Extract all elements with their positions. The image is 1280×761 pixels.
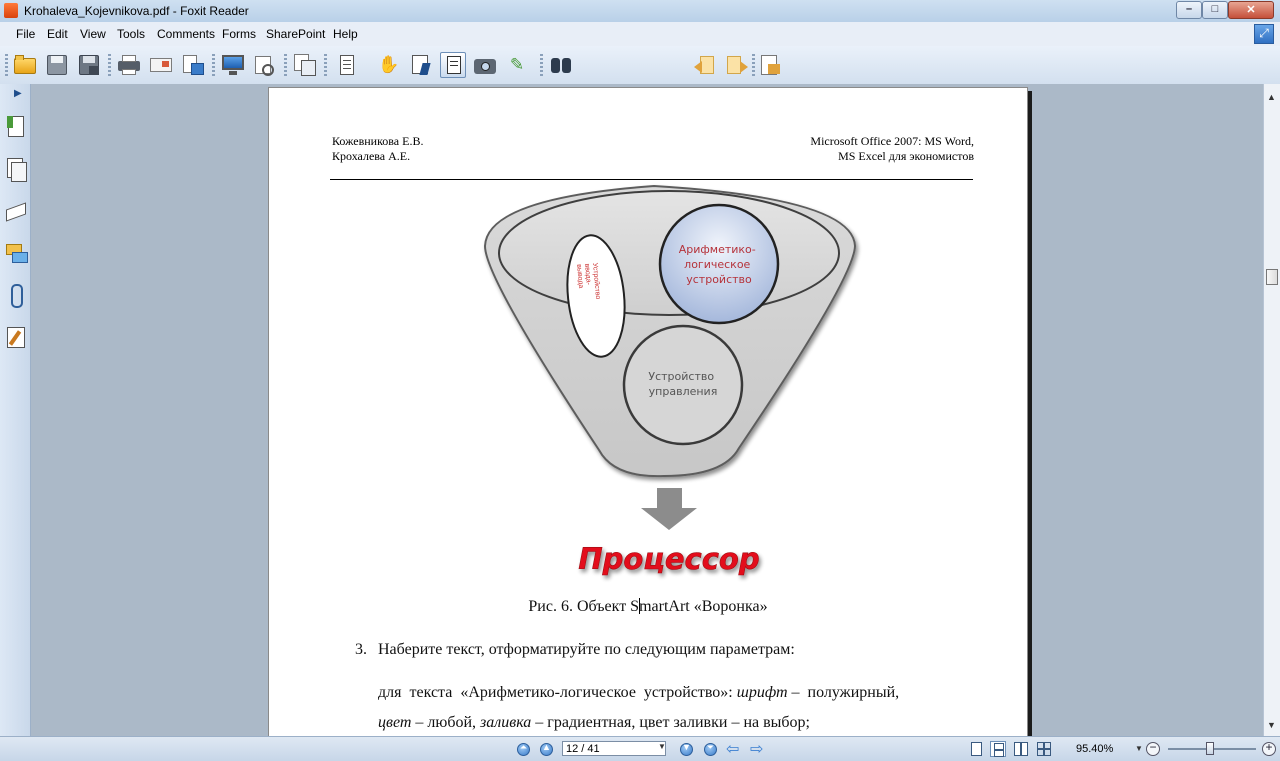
- continuous-facing-view-icon[interactable]: [1036, 741, 1052, 757]
- last-page-icon[interactable]: ⏷: [704, 743, 717, 756]
- zoom-dropdown-icon[interactable]: ▼: [1135, 744, 1143, 753]
- control-unit-circle: [624, 326, 742, 444]
- caption-part-1: Рис. 6. Объект S: [528, 598, 640, 615]
- minimize-button[interactable]: [1176, 1, 1202, 19]
- bookmarks-icon[interactable]: [4, 114, 26, 138]
- minimize-icon: –: [1185, 3, 1193, 15]
- line1-part-a: для текста «Арифметико-логическое устройство»:: [378, 684, 733, 701]
- menu-tools[interactable]: Tools: [117, 27, 146, 41]
- menu-file[interactable]: File: [16, 27, 36, 41]
- zoom-level[interactable]: 95.40%: [1076, 743, 1114, 755]
- header-author-1: Кожевникова Е.В.: [332, 134, 424, 148]
- find-previous-icon[interactable]: [692, 52, 718, 78]
- vertical-scrollbar[interactable]: [1263, 84, 1280, 736]
- page-dropdown-icon[interactable]: ▼: [658, 742, 666, 751]
- menu-forms[interactable]: Forms: [222, 27, 256, 41]
- foxit-app-icon: [4, 3, 18, 18]
- line1-part-c: – полужирный,: [791, 684, 900, 701]
- attachments-icon[interactable]: [4, 282, 26, 306]
- menu-sharepoint[interactable]: SharePoint: [266, 27, 326, 41]
- processor-label: Процессор: [578, 542, 760, 576]
- hand-tool-icon[interactable]: ✋: [378, 55, 400, 74]
- toolbar-grip[interactable]: [5, 54, 8, 76]
- save-as-icon[interactable]: [76, 52, 102, 78]
- annotation-tool-icon[interactable]: [758, 52, 784, 78]
- navigation-panel: [0, 84, 31, 736]
- caption-part-2: martArt «Воронка»: [639, 598, 768, 615]
- line2-part-d: – градиентная, цвет заливки – на выбор;: [535, 714, 810, 731]
- maximize-icon: □: [1211, 3, 1219, 15]
- forward-arrow-icon[interactable]: ⇨: [750, 741, 764, 758]
- line2-fill-word: заливка: [480, 714, 532, 731]
- back-arrow-icon[interactable]: ⇦: [726, 741, 740, 758]
- facing-view-icon[interactable]: [1013, 741, 1029, 757]
- alu-text-3: устройство: [686, 273, 752, 286]
- zoom-out-icon[interactable]: −: [1146, 742, 1160, 756]
- line2-part-b: – любой,: [415, 714, 477, 731]
- check-sign-icon[interactable]: ✎: [509, 55, 525, 74]
- smartart-funnel: [269, 88, 1027, 588]
- fullscreen-button[interactable]: [1254, 24, 1274, 44]
- status-bar: [0, 736, 1280, 761]
- alu-text-2: логическое: [684, 258, 751, 271]
- text-select-tool-icon[interactable]: [440, 52, 466, 78]
- control-text-2: управления: [648, 385, 718, 398]
- open-folder-icon[interactable]: [12, 52, 38, 78]
- signatures-icon[interactable]: [4, 324, 26, 348]
- body-line-1: [378, 684, 970, 702]
- title-bar: [0, 0, 1280, 23]
- alu-circle: [660, 205, 778, 323]
- maximize-button[interactable]: [1202, 1, 1228, 19]
- binoculars-icon[interactable]: [548, 52, 574, 78]
- close-icon: ✕: [1246, 4, 1256, 16]
- io-text-1: Устройство: [591, 262, 602, 300]
- save-icon[interactable]: [44, 52, 70, 78]
- previous-page-icon[interactable]: ▲: [540, 743, 553, 756]
- toolbar-grip[interactable]: [324, 54, 327, 76]
- pages-icon[interactable]: [4, 156, 26, 180]
- header-author-2: Крохалева А.Е.: [332, 149, 411, 163]
- header-title-1: Microsoft Office 2007: MS Word,: [810, 134, 974, 148]
- snapshot-icon[interactable]: [472, 52, 498, 78]
- close-button[interactable]: [1228, 1, 1274, 19]
- list-number: 3.: [355, 641, 367, 658]
- panel-expand-icon[interactable]: ▶: [14, 88, 22, 99]
- toolbar-grip[interactable]: [540, 54, 543, 76]
- fax-send-icon[interactable]: [180, 52, 206, 78]
- zoom-in-icon[interactable]: +: [1262, 742, 1276, 756]
- scroll-up-icon[interactable]: ▲: [1267, 92, 1276, 102]
- print-icon[interactable]: [116, 52, 142, 78]
- menu-edit[interactable]: Edit: [47, 27, 68, 41]
- first-page-icon[interactable]: ⏶: [517, 743, 530, 756]
- document-viewport[interactable]: [31, 84, 1263, 736]
- toolbar-grip[interactable]: [752, 54, 755, 76]
- scrollbar-thumb[interactable]: [1266, 269, 1278, 285]
- window-title: Krohaleva_Kojevnikova.pdf - Foxit Reader: [24, 4, 249, 18]
- io-text-3: вывода: [575, 263, 585, 289]
- next-page-icon[interactable]: ▼: [680, 743, 693, 756]
- copy-pages-icon[interactable]: [292, 52, 318, 78]
- monitor-icon[interactable]: [220, 52, 246, 78]
- scroll-down-icon[interactable]: ▼: [1267, 720, 1276, 730]
- figure-caption: [269, 598, 1027, 616]
- io-text-2: ввода-: [583, 263, 592, 286]
- email-icon[interactable]: [148, 52, 174, 78]
- line2-color-word: цвет: [378, 714, 412, 731]
- list-item-text: Наберите текст, отформатируйте по следующим параметрам:: [378, 641, 795, 658]
- menu-bar: [0, 22, 1280, 46]
- zoom-slider-thumb[interactable]: [1206, 742, 1214, 755]
- alu-text-1: Арифметико-: [678, 243, 756, 256]
- pdf-page: [268, 87, 1028, 736]
- main-toolbar: [0, 46, 1280, 85]
- menu-help[interactable]: Help: [333, 27, 358, 41]
- single-page-view-icon[interactable]: [968, 741, 984, 757]
- layers-icon[interactable]: [4, 198, 26, 222]
- toolbar-grip[interactable]: [108, 54, 111, 76]
- page-layout-icon[interactable]: [334, 52, 360, 78]
- find-next-icon[interactable]: [724, 52, 750, 78]
- select-text-icon[interactable]: [408, 52, 434, 78]
- header-title-2: MS Excel для экономистов: [838, 149, 974, 163]
- menu-view[interactable]: View: [80, 27, 106, 41]
- expand-icon: ⤢: [1259, 26, 1269, 40]
- toolbar-grip[interactable]: [212, 54, 215, 76]
- continuous-view-icon[interactable]: [990, 741, 1006, 757]
- menu-comments[interactable]: Comments: [157, 27, 216, 41]
- line1-font-word: шрифт: [736, 684, 788, 701]
- body-line-2: [378, 714, 810, 732]
- toolbar-grip[interactable]: [284, 54, 287, 76]
- svg-text:Арифметико- логическ: [679, 243, 760, 286]
- page-number-input[interactable]: [562, 741, 666, 756]
- control-text-1: Устройство: [648, 370, 715, 383]
- web-view-icon[interactable]: [252, 52, 278, 78]
- down-arrow-icon: [641, 488, 697, 530]
- comments-icon[interactable]: [4, 240, 26, 264]
